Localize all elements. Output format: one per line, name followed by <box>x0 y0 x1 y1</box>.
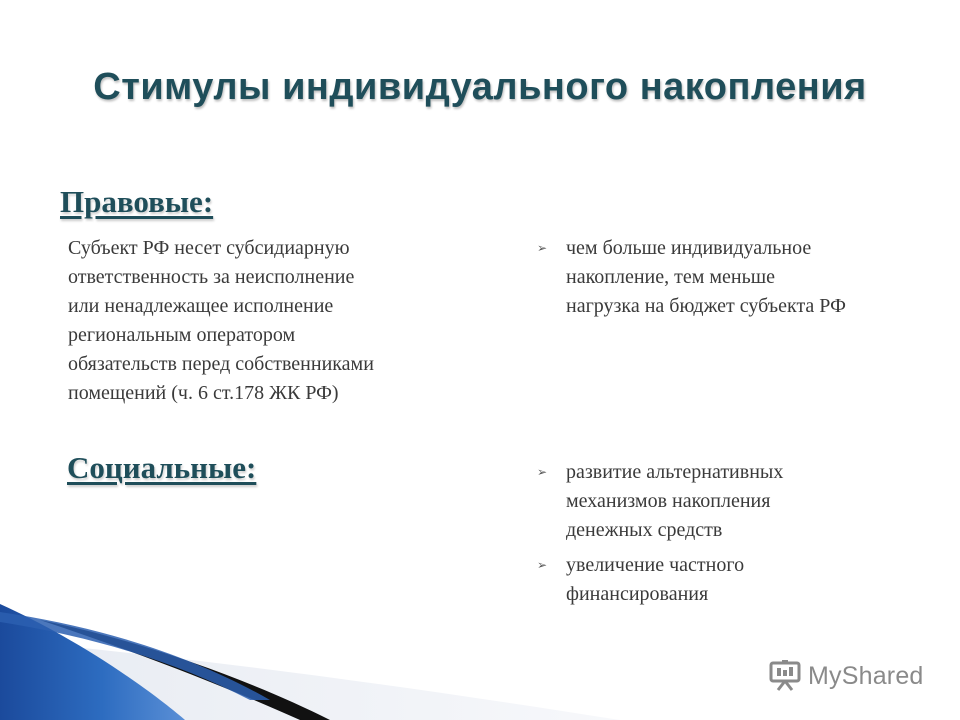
list-item <box>536 551 783 609</box>
swoosh-blue-band <box>0 604 185 720</box>
bullet-text-line: денежных средств <box>566 519 723 541</box>
legal-text-line: региональным оператором <box>68 324 296 346</box>
legal-heading: Правовые: <box>60 184 214 219</box>
bullet-text-line: накопление, тем меньше <box>566 266 776 288</box>
bullet-text-line: нагрузка на бюджет субъекта РФ <box>566 295 846 317</box>
list-item <box>536 458 783 545</box>
myshared-watermark <box>768 656 924 696</box>
legal-description <box>68 234 468 408</box>
bullet-text-line: финансирования <box>566 583 709 605</box>
arrow-bullet-icon: ➢ <box>537 558 548 572</box>
arrow-bullet-icon: ➢ <box>537 241 548 255</box>
swoosh-light-band <box>0 640 620 720</box>
swoosh-mid-stroke <box>0 612 270 700</box>
presentation-board-icon <box>768 659 802 693</box>
social-bullet-list <box>536 458 783 615</box>
legal-bullet-list <box>536 234 846 327</box>
bullet-text-line: увеличение частного <box>566 554 745 576</box>
list-item <box>536 234 846 321</box>
legal-text-line: Субъект РФ несет субсидиарную <box>68 237 350 259</box>
legal-text-line: помещений (ч. 6 ст.178 ЖК РФ) <box>68 382 339 404</box>
legal-text-line: обязательств перед собственниками <box>68 353 374 375</box>
bullet-text-line: развитие альтернативных <box>566 461 784 483</box>
swoosh-dark-stroke <box>40 620 330 720</box>
bullet-text-line: чем больше индивидуальное <box>566 237 812 259</box>
legal-text-line: ответственность за неисполнение <box>68 266 355 288</box>
social-heading: Социальные: <box>67 450 257 485</box>
watermark-label: MyShared <box>808 661 924 690</box>
arrow-bullet-icon: ➢ <box>537 465 548 479</box>
bullet-text-line: механизмов накопления <box>566 490 771 512</box>
slide-title: Стимулы индивидуального накопления <box>93 66 867 108</box>
legal-text-line: или ненадлежащее исполнение <box>68 295 334 317</box>
